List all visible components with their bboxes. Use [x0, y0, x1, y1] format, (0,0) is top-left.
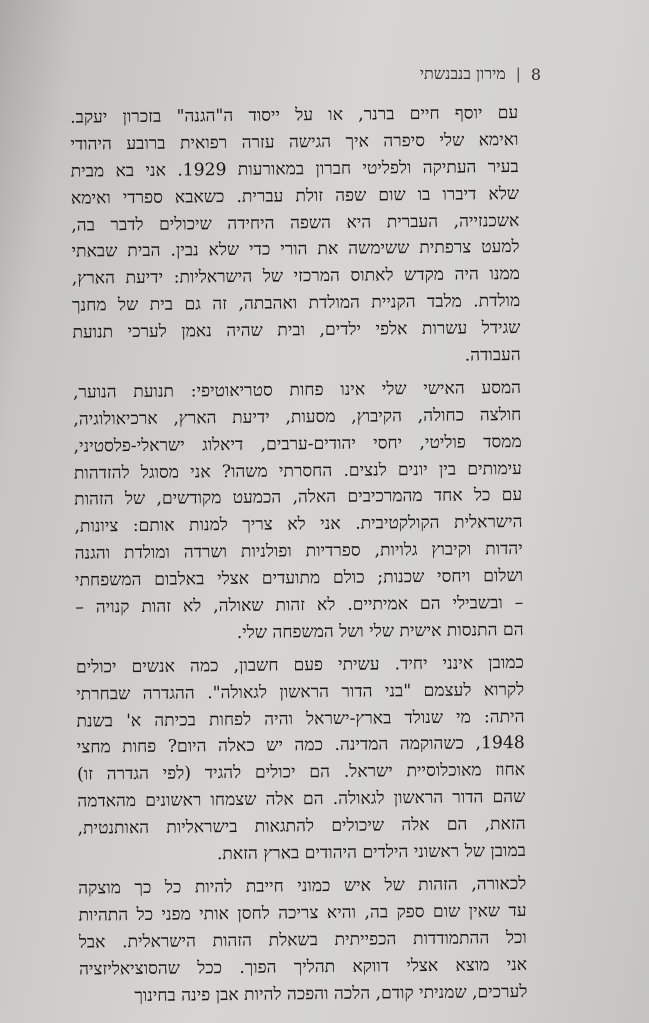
text-line: הישראלית הקולקטיבית. אני לא צריך למנות אותם: ציונות, [74, 512, 523, 538]
paragraph [73, 375, 524, 649]
text-line: עימותים בין יונים לנצים. החסרתי משהו? אני מסוגל להזדהות [73, 458, 522, 484]
text-line: הם התנסות אישית שלי ושל המשפחה שלי. [236, 619, 524, 643]
text-line: ואימא שלי סיפרה איך הגישה עזרה רפואית ברובע היהודי [70, 129, 519, 155]
running-header [420, 64, 541, 84]
text-line: בעיר העתיקה ולפליטי חברון במאורעות 1929. אני בא מבית [70, 156, 519, 182]
text-line: שגידל עשרות אלפי ילדים, ובית שהיה נאמן לערכי תנועת [72, 318, 521, 343]
text-line: למעט צרפתית ששימשה את הורי כדי שלא נבין. הבית שבאתי [71, 237, 520, 263]
body-text [70, 100, 527, 1010]
text-line: הזאת, הם אלה שיכולים להתגאות בישראליות האותנטית, [77, 814, 526, 839]
text-line: שהם הדור הראשון לגאולה. הם אלה שצמחו ראשונים מהאדמה [77, 787, 526, 812]
page-number: 8 [530, 64, 541, 84]
text-line: לכאורה, הזהות של איש כמוני חייבת להיות כל כך מוצקה [78, 873, 527, 899]
header-separator: | [515, 65, 521, 83]
paragraph [78, 871, 527, 1010]
text-line: היתה: מי שנולד בארץ-ישראל והיה לפחות בכיתה א' בשנת [76, 706, 525, 732]
text-line: לקרוא לעצמם "בני הדור הראשון לגאולה". ההגדרה שבחרתי [76, 679, 525, 705]
text-line: וכל ההתמודדות הכפייתית בשאלת הזהות הישראלית. אבל [78, 927, 527, 953]
text-line: העבודה. [464, 345, 521, 366]
text-line: חולצה כחולה, הקיבוץ, מסעות, ידיעת הארץ, ארכיאולוגיה, [73, 404, 522, 430]
running-title: מירון בנבנשתי [419, 64, 506, 83]
text-line: יהדות וקיבוץ גלויות, ספרדיות ופולניות ושרדה ומולדת והגנה [74, 539, 523, 564]
text-line: שלא דיברו בו שום שפה זולת עברית. כשאבא ספרדי ואימא [70, 183, 520, 209]
text-line: לערכים, שמניתי קודם, הלכה והפכה להיות אבן פינה בחינוך [134, 981, 528, 1006]
text-line: כמובן אינני יחיד. עשיתי פעם חשבון, כמה אנשים יכולים [75, 652, 524, 678]
text-line: ממנו היה מקדש לאתוס המרכזי של הישראליות: ידיעת הארץ, [71, 264, 520, 290]
text-line: 1948, כשהוקמה המדינה. כמה יש כאלה היום? פחות מחצי [76, 733, 525, 759]
text-line: מולדת. מלבד הקניית המולדת ואהבתה, זה גם בית של מחנך [72, 291, 521, 316]
paragraph [76, 650, 526, 870]
text-line: – ובשבילי הם אמיתיים. לא זהות שאולה, לא זהות קנויה – [75, 593, 524, 618]
paragraph [70, 100, 521, 374]
text-line: אני מוצא אצלי דווקא תהליך הפוך. ככל שהסוציאליזציה [78, 954, 528, 980]
text-line: ושלום ויחסי שכנות; כולם מתועדים אצלי באלבום המשפחתי [74, 566, 524, 591]
text-line: אחוז מאוכלוסיית ישראל. הם יכולים להגיד (לפי הגדרה זו) [76, 760, 526, 786]
text-line: ממסד פוליטי, יחסי יהודים-ערבים, דיאלוג ישראלי-פלסטיני, [73, 431, 522, 457]
text-line: עד שאין שום ספק בה, והיא צריכה לחסן אותי מפני כל התהיות [78, 900, 527, 926]
text-line: עם כל אחד מהמרכיבים האלה, הכמעט מקודשים, של הזהות [74, 485, 523, 511]
text-line: המסע האישי שלי אינו פחות סטריאוטיפי: תנועת הנוער, [72, 377, 522, 403]
text-line: עם יוסף חיים ברנר, או על ייסוד ה"הגנה" בזכרון יעקב. [70, 102, 519, 128]
text-line: אשכנזייה, העברית היא השפה היחידה שיכולים לדבר בה, [71, 210, 520, 236]
text-line: במובן של ראשוני הילדים היהודים בארץ הזאת. [216, 841, 526, 865]
